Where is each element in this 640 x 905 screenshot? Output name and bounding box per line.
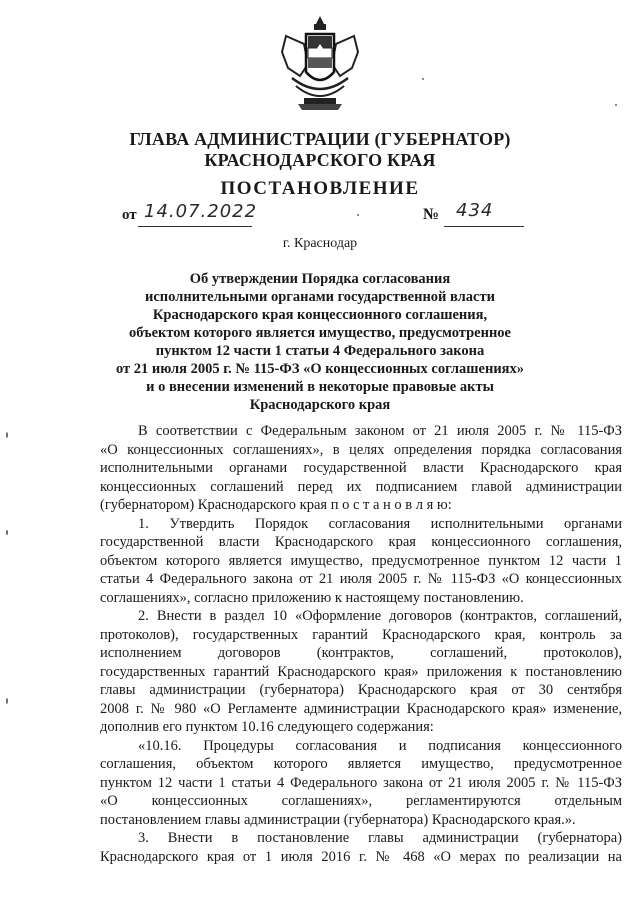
number-handwritten: 434 (456, 200, 494, 221)
body-line: постановлением главы администрации (губернатора) Краснодарского края.». (100, 811, 576, 828)
body-line: 2. Внести в раздел 10 «Оформление договоров (контрактов, соглашений, (138, 608, 622, 624)
body-line: 3. Внести в постановление главы администрации (губернатора) (138, 830, 622, 846)
date-handwritten: 14.07.2022 (144, 201, 258, 222)
body-line: (губернатором) Краснодарского края п о с т а н о в л я ю: (100, 497, 452, 513)
body-line: протоколов), государственных гарантий Краснодарского края, контроль за (100, 626, 622, 643)
body-line: статьи 4 Федерального закона от 21 июля 2005 г. № 115-ФЗ «О концессионных (100, 571, 622, 587)
document-type-heading: ПОСТАНОВЛЕНИЕ (220, 178, 420, 199)
number-label: № (423, 206, 440, 223)
title-line: Об утверждении Порядка согласования (189, 271, 451, 287)
title-line: и о внесении изменений в некоторые правовые акты (146, 379, 494, 395)
body-line: В соответствии с Федеральным законом от 21 июля 2005 г. № 115-ФЗ (138, 423, 622, 439)
body-line: объектом которого является имущество, предусмотренное пунктом 12 части 1 (100, 552, 622, 569)
city: г. Краснодар (282, 236, 358, 251)
title-line: исполнительными органами государственной власти (145, 289, 495, 305)
body-line: соглашения, объектом которого является имущество, предусмотренное (100, 756, 622, 772)
body-line: «О концессионных соглашениях», в целях определения порядка согласования (100, 441, 622, 458)
scan-speck (6, 432, 8, 438)
body-line: концессионных соглашений перед их подписанием главой администрации (100, 478, 622, 495)
title-line: от 21 июля 2005 г. № 115-ФЗ «О концессионных соглашениях» (115, 361, 525, 377)
body-line: государственной власти Краснодарского края концессионного соглашения, (100, 534, 622, 550)
body-text (100, 422, 622, 866)
krasnodar-coat-of-arms-emblem (278, 14, 362, 114)
title-line: объектом которого является имущество, предусмотренное (128, 325, 511, 341)
title-line: Краснодарского края (249, 397, 391, 413)
body-line: «О концессионных соглашениях», регламентируются отдельным (100, 793, 622, 809)
authority-title-line-1: ГЛАВА АДМИНИСТРАЦИИ (ГУБЕРНАТОР) (129, 129, 511, 149)
date-label: от (122, 207, 137, 223)
scan-speck (357, 214, 359, 216)
body-line: 2008 г. № 980 «О Регламенте администрации Краснодарского края» изменение, (100, 700, 622, 717)
number-underline (444, 226, 524, 227)
body-line: пунктом 12 части 1 статьи 4 Федерального закона от 21 июля 2005 г. № 115-ФЗ (100, 774, 622, 791)
body-line: главы администрации (губернатора) Краснодарского края от 30 сентября (100, 682, 622, 698)
body-line: «10.16. Процедуры согласования и подписания концессионного (138, 737, 622, 754)
authority-title-line-2: КРАСНОДАРСКОГО КРАЯ (204, 150, 436, 170)
scan-speck (6, 698, 8, 704)
title-line: пунктом 12 части 1 статьи 4 Федерального закона (155, 343, 485, 359)
body-line: 1. Утвердить Порядок согласования исполнительными органами (138, 515, 622, 532)
scan-speck (6, 530, 8, 535)
date-underline (138, 226, 252, 227)
body-line: дополнив его пунктом 10.16 следующего содержания: (100, 719, 434, 735)
title-line: Краснодарского края концессионного соглашения, (152, 307, 488, 323)
body-line: исполнением договоров (контрактов, соглашений, протоколов), (100, 645, 622, 661)
scan-speck (422, 78, 424, 80)
scan-speck (615, 104, 617, 106)
body-line: исполнительными органами государственной власти Краснодарского края (100, 460, 622, 476)
body-line: соглашениях», согласно приложению к настоящему постановлению. (100, 589, 524, 606)
body-line: Краснодарского края от 1 июля 2016 г. № 468 «О мерах по реализации на (100, 848, 622, 865)
body-line: государственных гарантий Краснодарского края» приложения к постановлению (100, 663, 622, 680)
